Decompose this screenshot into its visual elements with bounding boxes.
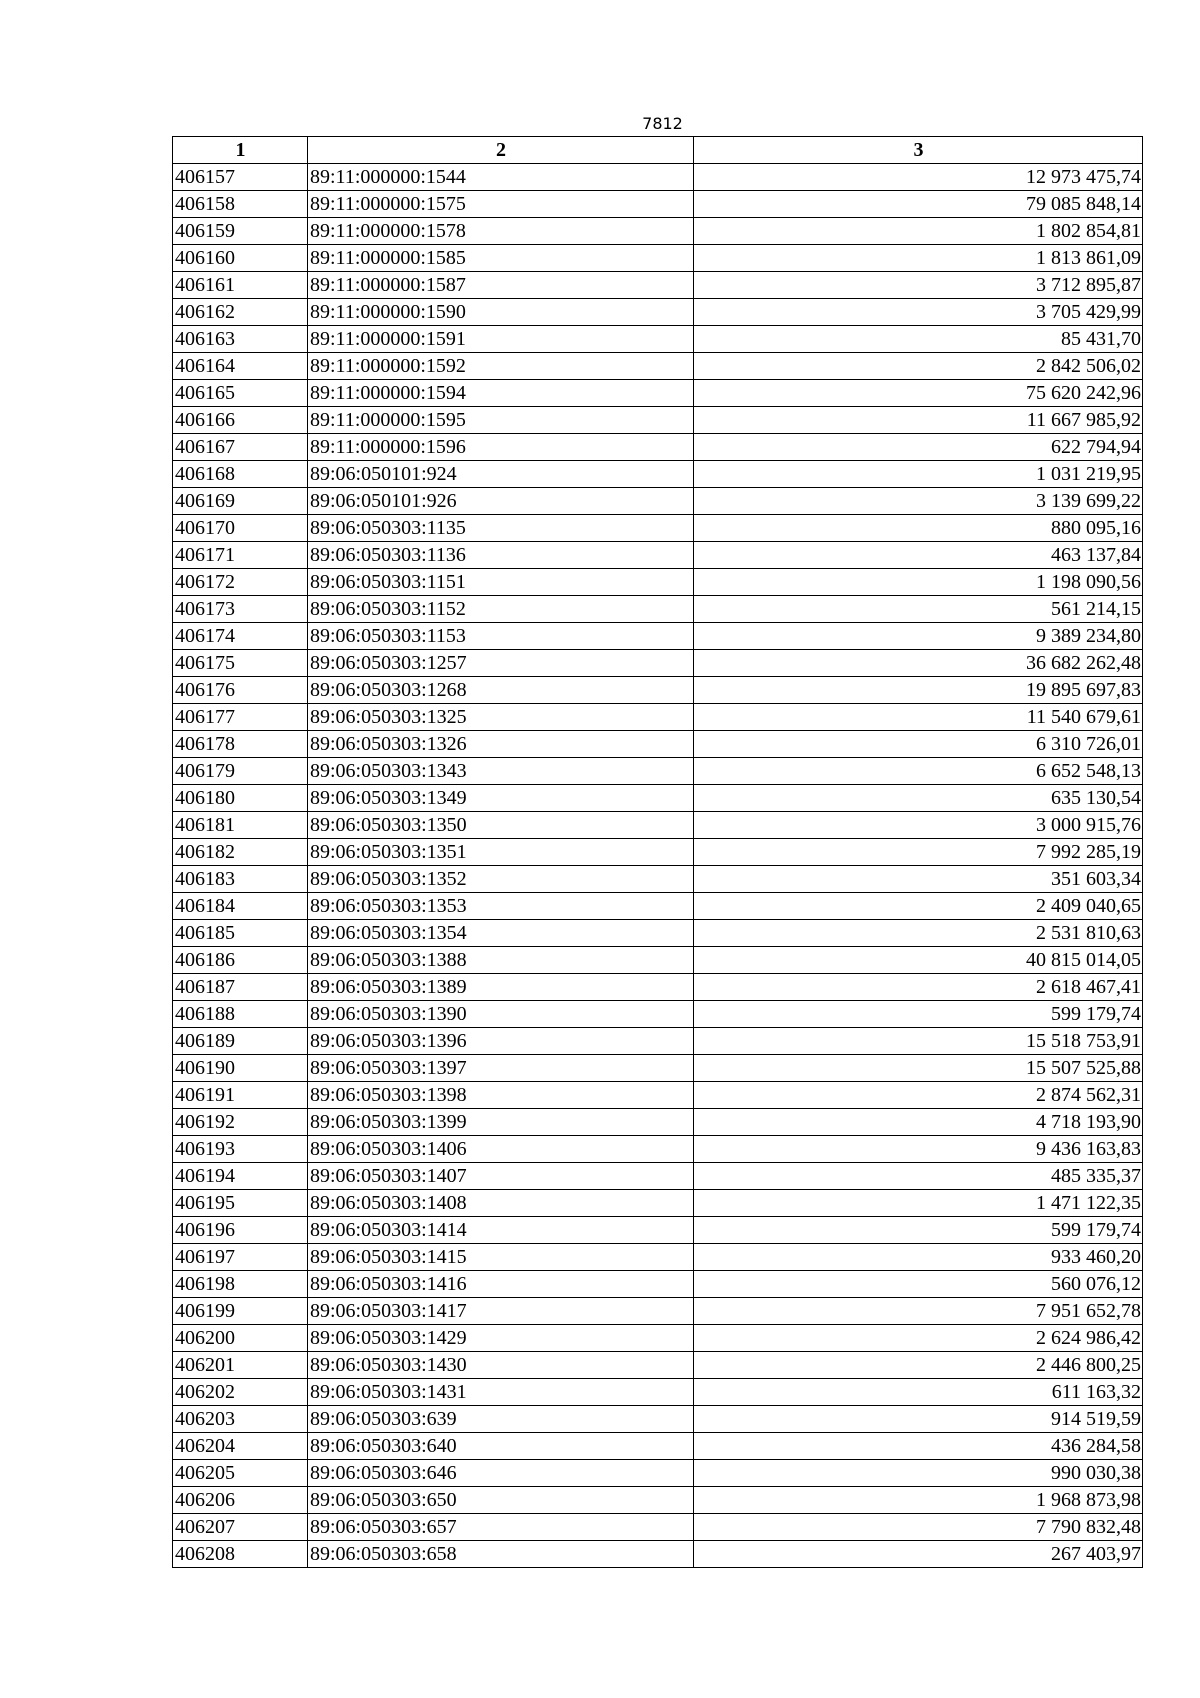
row-number-cell: 406204 xyxy=(173,1433,308,1460)
row-number-cell: 406161 xyxy=(173,272,308,299)
table-row xyxy=(173,596,1143,623)
row-number-cell: 406173 xyxy=(173,596,308,623)
cadastral-number-cell: 89:06:050303:1268 xyxy=(308,677,694,704)
table-row xyxy=(173,1460,1143,1487)
table-row xyxy=(173,974,1143,1001)
value-cell: 622 794,94 xyxy=(694,434,1143,461)
value-cell: 990 030,38 xyxy=(694,1460,1143,1487)
cadastral-number-cell: 89:11:000000:1544 xyxy=(308,164,694,191)
table-row xyxy=(173,731,1143,758)
cadastral-number-cell: 89:06:050303:1417 xyxy=(308,1298,694,1325)
value-cell: 15 507 525,88 xyxy=(694,1055,1143,1082)
value-cell: 3 139 699,22 xyxy=(694,488,1143,515)
table-row xyxy=(173,1028,1143,1055)
row-number-cell: 406191 xyxy=(173,1082,308,1109)
table-row xyxy=(173,272,1143,299)
value-cell: 2 842 506,02 xyxy=(694,353,1143,380)
value-cell: 12 973 475,74 xyxy=(694,164,1143,191)
table-row xyxy=(173,866,1143,893)
value-cell: 635 130,54 xyxy=(694,785,1143,812)
cadastral-number-cell: 89:06:050101:924 xyxy=(308,461,694,488)
table-row xyxy=(173,650,1143,677)
cadastral-number-cell: 89:06:050303:1416 xyxy=(308,1271,694,1298)
cadastral-number-cell: 89:06:050303:1430 xyxy=(308,1352,694,1379)
cadastral-number-cell: 89:06:050303:1135 xyxy=(308,515,694,542)
table-row xyxy=(173,1298,1143,1325)
row-number-cell: 406197 xyxy=(173,1244,308,1271)
table-row xyxy=(173,164,1143,191)
value-cell: 3 712 895,87 xyxy=(694,272,1143,299)
cadastral-number-cell: 89:06:050303:1388 xyxy=(308,947,694,974)
value-cell: 6 652 548,13 xyxy=(694,758,1143,785)
value-cell: 40 815 014,05 xyxy=(694,947,1143,974)
table-row xyxy=(173,920,1143,947)
row-number-cell: 406170 xyxy=(173,515,308,542)
row-number-cell: 406165 xyxy=(173,380,308,407)
cadastral-number-cell: 89:11:000000:1596 xyxy=(308,434,694,461)
table-row xyxy=(173,1514,1143,1541)
table-row xyxy=(173,380,1143,407)
column-header-3: 3 xyxy=(694,137,1143,164)
value-cell: 3 000 915,76 xyxy=(694,812,1143,839)
value-cell: 6 310 726,01 xyxy=(694,731,1143,758)
table-row xyxy=(173,191,1143,218)
cadastral-number-cell: 89:11:000000:1592 xyxy=(308,353,694,380)
row-number-cell: 406176 xyxy=(173,677,308,704)
row-number-cell: 406177 xyxy=(173,704,308,731)
value-cell: 2 409 040,65 xyxy=(694,893,1143,920)
value-cell: 611 163,32 xyxy=(694,1379,1143,1406)
cadastral-number-cell: 89:06:050303:1350 xyxy=(308,812,694,839)
cadastral-number-cell: 89:06:050303:1349 xyxy=(308,785,694,812)
table-row xyxy=(173,1325,1143,1352)
value-cell: 79 085 848,14 xyxy=(694,191,1143,218)
cadastral-number-cell: 89:06:050303:1431 xyxy=(308,1379,694,1406)
value-cell: 914 519,59 xyxy=(694,1406,1143,1433)
cadastral-number-cell: 89:06:050303:1396 xyxy=(308,1028,694,1055)
cadastral-number-cell: 89:06:050303:1151 xyxy=(308,569,694,596)
value-cell: 436 284,58 xyxy=(694,1433,1143,1460)
column-header-1: 1 xyxy=(173,137,308,164)
row-number-cell: 406193 xyxy=(173,1136,308,1163)
header-row xyxy=(173,137,1143,164)
row-number-cell: 406208 xyxy=(173,1541,308,1568)
table-row xyxy=(173,1433,1143,1460)
cadastral-number-cell: 89:06:050303:1408 xyxy=(308,1190,694,1217)
table-row xyxy=(173,542,1143,569)
table-row xyxy=(173,245,1143,272)
row-number-cell: 406178 xyxy=(173,731,308,758)
table-row xyxy=(173,1271,1143,1298)
row-number-cell: 406201 xyxy=(173,1352,308,1379)
table-row xyxy=(173,515,1143,542)
table-row xyxy=(173,434,1143,461)
table-row xyxy=(173,1406,1143,1433)
table-row xyxy=(173,1055,1143,1082)
value-cell: 1 471 122,35 xyxy=(694,1190,1143,1217)
cadastral-number-cell: 89:06:050303:1153 xyxy=(308,623,694,650)
table-row xyxy=(173,1136,1143,1163)
cadastral-number-cell: 89:06:050303:1136 xyxy=(308,542,694,569)
cadastral-number-cell: 89:06:050303:658 xyxy=(308,1541,694,1568)
cadastral-number-cell: 89:06:050303:1152 xyxy=(308,596,694,623)
row-number-cell: 406198 xyxy=(173,1271,308,1298)
value-cell: 85 431,70 xyxy=(694,326,1143,353)
row-number-cell: 406185 xyxy=(173,920,308,947)
cadastral-number-cell: 89:06:050303:1406 xyxy=(308,1136,694,1163)
row-number-cell: 406195 xyxy=(173,1190,308,1217)
table-row xyxy=(173,569,1143,596)
cadastral-number-cell: 89:06:050303:657 xyxy=(308,1514,694,1541)
cadastral-number-cell: 89:11:000000:1591 xyxy=(308,326,694,353)
table-row xyxy=(173,893,1143,920)
row-number-cell: 406181 xyxy=(173,812,308,839)
row-number-cell: 406169 xyxy=(173,488,308,515)
cadastral-number-cell: 89:11:000000:1594 xyxy=(308,380,694,407)
row-number-cell: 406159 xyxy=(173,218,308,245)
cadastral-number-cell: 89:11:000000:1587 xyxy=(308,272,694,299)
table-row xyxy=(173,299,1143,326)
row-number-cell: 406162 xyxy=(173,299,308,326)
row-number-cell: 406186 xyxy=(173,947,308,974)
cadastral-number-cell: 89:06:050303:1325 xyxy=(308,704,694,731)
table-row xyxy=(173,1190,1143,1217)
value-cell: 485 335,37 xyxy=(694,1163,1143,1190)
cadastral-number-cell: 89:11:000000:1595 xyxy=(308,407,694,434)
table-row xyxy=(173,1352,1143,1379)
table-row xyxy=(173,1082,1143,1109)
row-number-cell: 406187 xyxy=(173,974,308,1001)
row-number-cell: 406183 xyxy=(173,866,308,893)
cadastral-number-cell: 89:11:000000:1575 xyxy=(308,191,694,218)
table-row xyxy=(173,812,1143,839)
table-row xyxy=(173,1379,1143,1406)
value-cell: 1 802 854,81 xyxy=(694,218,1143,245)
table-row xyxy=(173,1001,1143,1028)
table-row xyxy=(173,704,1143,731)
table-row xyxy=(173,1109,1143,1136)
cadastral-number-cell: 89:06:050303:1414 xyxy=(308,1217,694,1244)
table-row xyxy=(173,218,1143,245)
table-row xyxy=(173,1163,1143,1190)
value-cell: 75 620 242,96 xyxy=(694,380,1143,407)
value-cell: 2 618 467,41 xyxy=(694,974,1143,1001)
table-row xyxy=(173,677,1143,704)
cadastral-number-cell: 89:06:050303:1353 xyxy=(308,893,694,920)
table-row xyxy=(173,623,1143,650)
value-cell: 7 951 652,78 xyxy=(694,1298,1143,1325)
row-number-cell: 406190 xyxy=(173,1055,308,1082)
table-row xyxy=(173,407,1143,434)
value-cell: 1 198 090,56 xyxy=(694,569,1143,596)
cadastral-number-cell: 89:06:050303:1415 xyxy=(308,1244,694,1271)
value-cell: 11 667 985,92 xyxy=(694,407,1143,434)
value-cell: 19 895 697,83 xyxy=(694,677,1143,704)
value-cell: 11 540 679,61 xyxy=(694,704,1143,731)
table-row xyxy=(173,488,1143,515)
value-cell: 9 389 234,80 xyxy=(694,623,1143,650)
value-cell: 15 518 753,91 xyxy=(694,1028,1143,1055)
row-number-cell: 406203 xyxy=(173,1406,308,1433)
value-cell: 351 603,34 xyxy=(694,866,1143,893)
row-number-cell: 406174 xyxy=(173,623,308,650)
value-cell: 2 446 800,25 xyxy=(694,1352,1143,1379)
cadastral-number-cell: 89:06:050303:640 xyxy=(308,1433,694,1460)
cadastral-number-cell: 89:06:050303:650 xyxy=(308,1487,694,1514)
table-body xyxy=(173,164,1143,1568)
table-row xyxy=(173,1217,1143,1244)
cadastral-number-cell: 89:06:050303:1429 xyxy=(308,1325,694,1352)
row-number-cell: 406182 xyxy=(173,839,308,866)
value-cell: 561 214,15 xyxy=(694,596,1143,623)
cadastral-number-cell: 89:06:050101:926 xyxy=(308,488,694,515)
cadastral-number-cell: 89:11:000000:1578 xyxy=(308,218,694,245)
cadastral-number-cell: 89:11:000000:1590 xyxy=(308,299,694,326)
cadastral-number-cell: 89:06:050303:639 xyxy=(308,1406,694,1433)
table-row xyxy=(173,947,1143,974)
value-cell: 9 436 163,83 xyxy=(694,1136,1143,1163)
value-cell: 7 992 285,19 xyxy=(694,839,1143,866)
cadastral-number-cell: 89:06:050303:1354 xyxy=(308,920,694,947)
value-cell: 599 179,74 xyxy=(694,1217,1143,1244)
row-number-cell: 406194 xyxy=(173,1163,308,1190)
row-number-cell: 406172 xyxy=(173,569,308,596)
table-row xyxy=(173,1541,1143,1568)
table-row xyxy=(173,353,1143,380)
value-cell: 4 718 193,90 xyxy=(694,1109,1143,1136)
cadastral-number-cell: 89:06:050303:646 xyxy=(308,1460,694,1487)
value-cell: 1 968 873,98 xyxy=(694,1487,1143,1514)
row-number-cell: 406200 xyxy=(173,1325,308,1352)
value-cell: 36 682 262,48 xyxy=(694,650,1143,677)
cadastral-number-cell: 89:06:050303:1397 xyxy=(308,1055,694,1082)
row-number-cell: 406184 xyxy=(173,893,308,920)
cadastral-number-cell: 89:06:050303:1390 xyxy=(308,1001,694,1028)
row-number-cell: 406168 xyxy=(173,461,308,488)
row-number-cell: 406175 xyxy=(173,650,308,677)
value-cell: 463 137,84 xyxy=(694,542,1143,569)
value-cell: 2 874 562,31 xyxy=(694,1082,1143,1109)
row-number-cell: 406160 xyxy=(173,245,308,272)
row-number-cell: 406158 xyxy=(173,191,308,218)
row-number-cell: 406196 xyxy=(173,1217,308,1244)
cadastral-number-cell: 89:06:050303:1326 xyxy=(308,731,694,758)
table-row xyxy=(173,785,1143,812)
row-number-cell: 406192 xyxy=(173,1109,308,1136)
cadastral-number-cell: 89:06:050303:1343 xyxy=(308,758,694,785)
table-row xyxy=(173,461,1143,488)
table-header xyxy=(173,137,1143,164)
row-number-cell: 406189 xyxy=(173,1028,308,1055)
page-number: 7812 xyxy=(642,114,683,133)
row-number-cell: 406202 xyxy=(173,1379,308,1406)
value-cell: 2 624 986,42 xyxy=(694,1325,1143,1352)
row-number-cell: 406180 xyxy=(173,785,308,812)
row-number-cell: 406207 xyxy=(173,1514,308,1541)
cadastral-number-cell: 89:06:050303:1389 xyxy=(308,974,694,1001)
cadastral-number-cell: 89:06:050303:1257 xyxy=(308,650,694,677)
value-cell: 880 095,16 xyxy=(694,515,1143,542)
value-cell: 1 031 219,95 xyxy=(694,461,1143,488)
value-cell: 1 813 861,09 xyxy=(694,245,1143,272)
table-row xyxy=(173,839,1143,866)
table-row xyxy=(173,1244,1143,1271)
row-number-cell: 406206 xyxy=(173,1487,308,1514)
cadastral-number-cell: 89:06:050303:1407 xyxy=(308,1163,694,1190)
column-header-2: 2 xyxy=(308,137,694,164)
table-row xyxy=(173,326,1143,353)
row-number-cell: 406157 xyxy=(173,164,308,191)
row-number-cell: 406163 xyxy=(173,326,308,353)
row-number-cell: 406199 xyxy=(173,1298,308,1325)
cadastral-number-cell: 89:06:050303:1351 xyxy=(308,839,694,866)
cadastral-number-cell: 89:06:050303:1399 xyxy=(308,1109,694,1136)
table-row xyxy=(173,1487,1143,1514)
row-number-cell: 406164 xyxy=(173,353,308,380)
cadastral-number-cell: 89:06:050303:1352 xyxy=(308,866,694,893)
value-cell: 560 076,12 xyxy=(694,1271,1143,1298)
value-cell: 267 403,97 xyxy=(694,1541,1143,1568)
row-number-cell: 406171 xyxy=(173,542,308,569)
cadastral-number-cell: 89:06:050303:1398 xyxy=(308,1082,694,1109)
data-table xyxy=(172,136,1143,1568)
cadastral-number-cell: 89:11:000000:1585 xyxy=(308,245,694,272)
value-cell: 933 460,20 xyxy=(694,1244,1143,1271)
value-cell: 3 705 429,99 xyxy=(694,299,1143,326)
row-number-cell: 406179 xyxy=(173,758,308,785)
row-number-cell: 406167 xyxy=(173,434,308,461)
table-row xyxy=(173,758,1143,785)
value-cell: 599 179,74 xyxy=(694,1001,1143,1028)
value-cell: 2 531 810,63 xyxy=(694,920,1143,947)
row-number-cell: 406166 xyxy=(173,407,308,434)
value-cell: 7 790 832,48 xyxy=(694,1514,1143,1541)
row-number-cell: 406205 xyxy=(173,1460,308,1487)
row-number-cell: 406188 xyxy=(173,1001,308,1028)
